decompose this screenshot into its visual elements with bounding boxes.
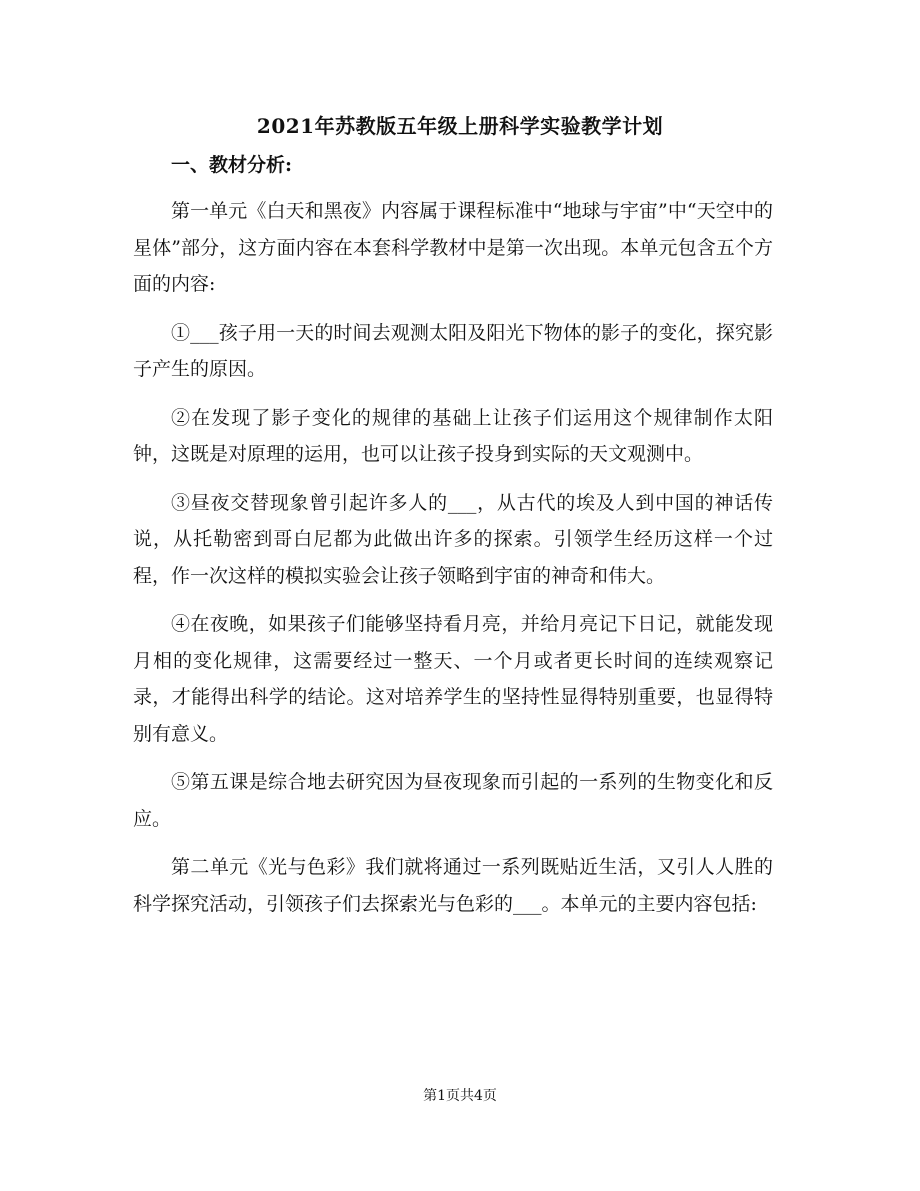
paragraph-item-5: ⑤第五课是综合地去研究因为昼夜现象而引起的一系列的生物变化和反应。: [133, 771, 773, 830]
page-number: 第1页共4页: [423, 1088, 497, 1104]
paragraph-item-4: ④在夜晚，如果孩子们能够坚持看月亮，并给月亮记下日记，就能发现月相的变化规律，这需要经过一整天、一个月或者更长时间的连续观察记录，才能得出科学的结论。这对培养学生的坚持性显得特别重要，也显得特别有意义。: [133, 613, 773, 745]
section-heading: 一、教材分析:: [171, 154, 293, 176]
document-title: 2021年苏教版五年级上册科学实验教学计划: [256, 114, 664, 138]
paragraph-item-2: ②在发现了影子变化的规律的基础上让孩子们运用这个规律制作太阳钟，这既是对原理的运用，也可以让孩子投身到实际的天文观测中。: [133, 406, 773, 465]
paragraph-item-1: ①___孩子用一天的时间去观测太阳及阳光下物体的影子的变化，探究影子产生的原因。: [133, 321, 773, 380]
paragraph-item-3: ③昼夜交替现象曾引起许多人的___，从古代的埃及人到中国的神话传说，从托勒密到哥白尼都为此做出许多的探索。引领学生经历这样一个过程，作一次这样的模拟实验会让孩子领略到宇宙的神奇和伟大。: [133, 491, 773, 587]
paragraph-unit-one-intro: 第一单元《白天和黑夜》内容属于课程标准中“地球与宇宙”中“天空中的星体”部分，这方面内容在本套科学教材中是第一次出现。本单元包含五个方面的内容:: [133, 200, 773, 295]
document-body: [133, 149, 773, 934]
paragraph-unit-two-intro: 第二单元《光与色彩》我们就将通过一系列既贴近生活，又引人人胜的科学探究活动，引领孩子们去探索光与色彩的___。本单元的主要内容包括:: [133, 856, 773, 915]
